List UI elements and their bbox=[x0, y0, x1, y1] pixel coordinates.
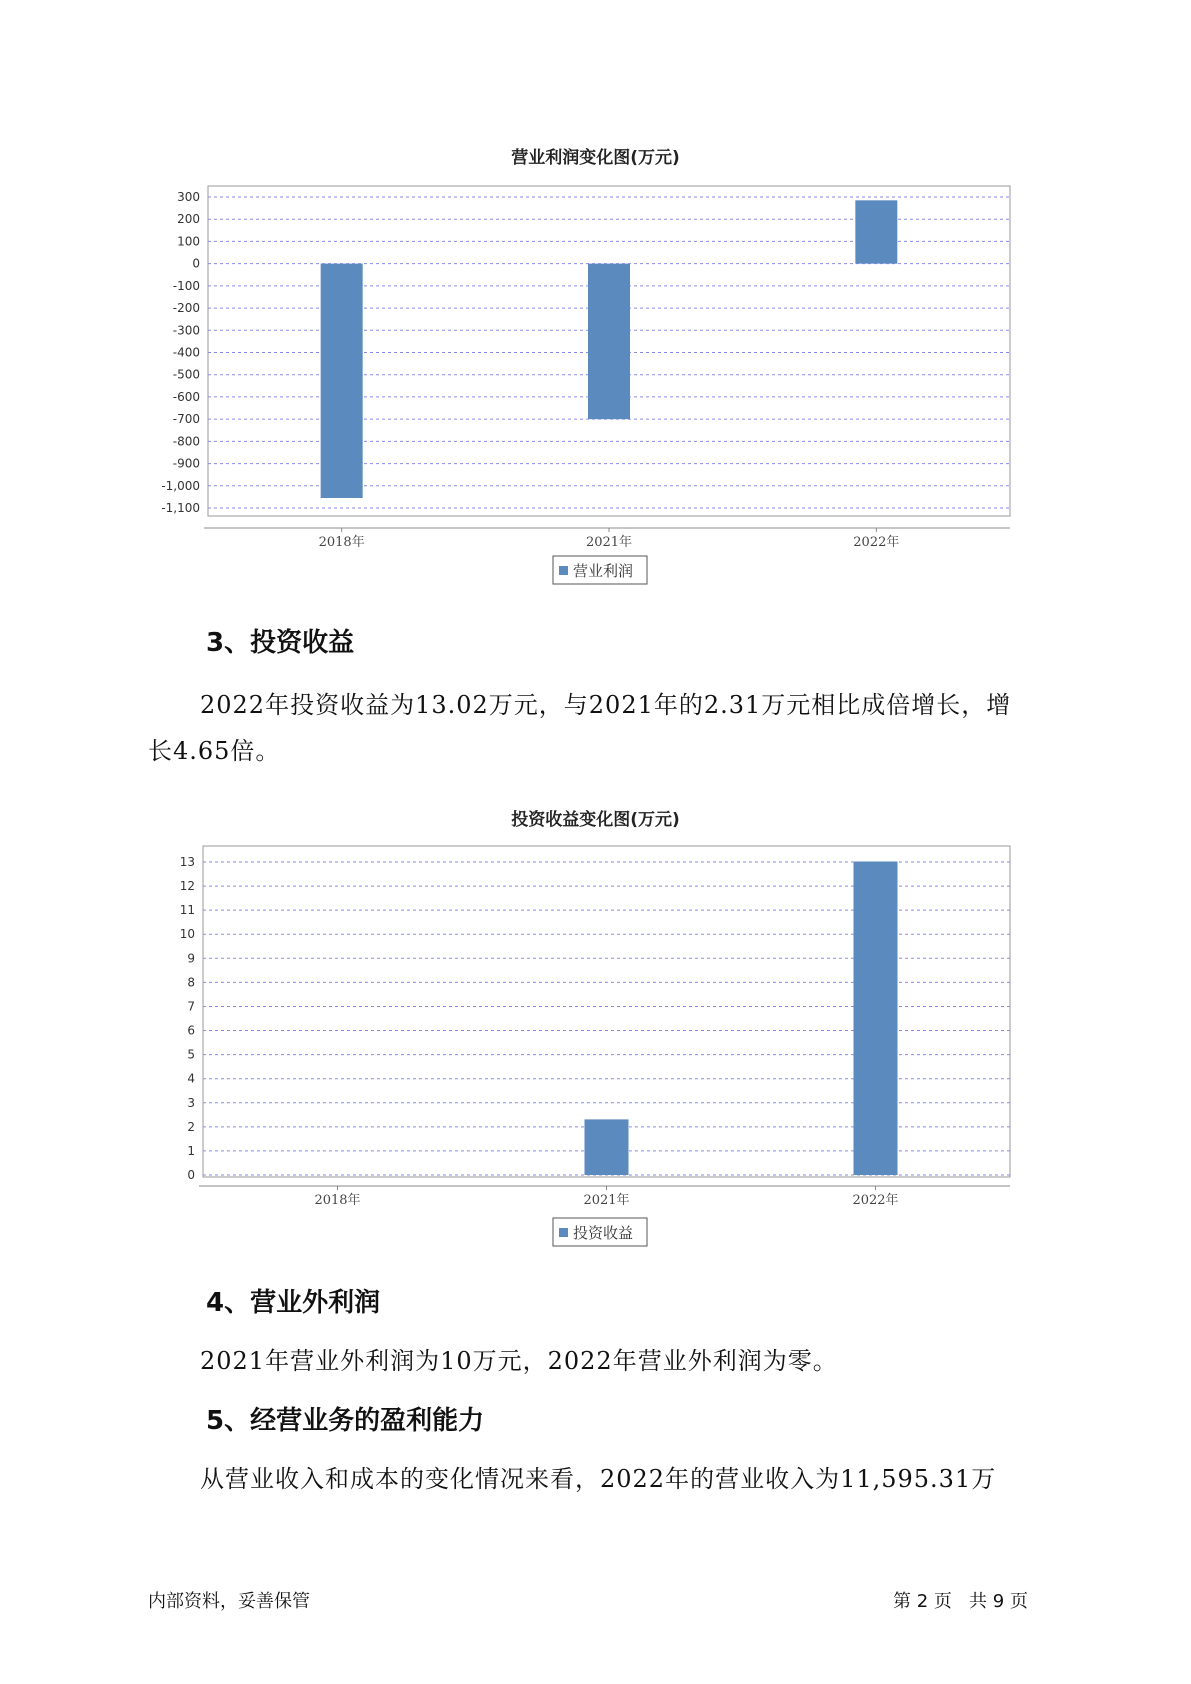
y-tick-label: -900 bbox=[172, 456, 200, 471]
y-tick-label: 11 bbox=[179, 903, 195, 918]
y-tick-label: -700 bbox=[172, 412, 200, 427]
legend-swatch bbox=[559, 1228, 568, 1237]
y-tick-label: 9 bbox=[187, 951, 195, 966]
y-tick-label: 0 bbox=[187, 1168, 195, 1182]
legend-label: 投资收益 bbox=[573, 1224, 634, 1242]
x-tick-label: 2021年 bbox=[585, 535, 633, 550]
y-tick-label: 12 bbox=[179, 879, 195, 894]
x-tick-label: 2021年 bbox=[583, 1193, 630, 1208]
y-tick-label: -400 bbox=[172, 345, 200, 360]
section5-paragraph: 从营业收入和成本的变化情况来看，2022年的营业收入为11,595.31万 bbox=[200, 1465, 997, 1493]
x-tick-label: 2018年 bbox=[314, 1193, 361, 1208]
y-tick-label: -1,000 bbox=[161, 478, 200, 493]
chart2-title: 投资收益变化图(万元) bbox=[511, 810, 680, 830]
y-tick-label: -200 bbox=[172, 301, 200, 316]
bar bbox=[854, 862, 898, 1175]
x-tick-label: 2018年 bbox=[318, 535, 365, 550]
y-tick-label: -500 bbox=[172, 367, 200, 382]
chart1-title: 营业利润变化图(万元) bbox=[511, 148, 680, 168]
footer-page-number: 第 2 页 共 9 页 bbox=[893, 1591, 1028, 1612]
y-tick-label: -100 bbox=[172, 278, 200, 293]
y-tick-label: -300 bbox=[172, 323, 200, 338]
x-tick-label: 2022年 bbox=[853, 535, 900, 550]
section3-heading: 3、投资收益 bbox=[206, 628, 355, 658]
y-tick-label: 3 bbox=[187, 1095, 195, 1110]
y-tick-label: 300 bbox=[177, 190, 200, 204]
section5-heading: 5、经营业务的盈利能力 bbox=[206, 1406, 485, 1436]
section3-paragraph-line2: 长4.65倍。 bbox=[148, 737, 281, 765]
footer-confidential-note: 内部资料，妥善保管 bbox=[148, 1591, 310, 1612]
section3-paragraph-line1: 2022年投资收益为13.02万元，与2021年的2.31万元相比成倍增长，增 bbox=[200, 691, 1012, 719]
section4-paragraph: 2021年营业外利润为10万元，2022年营业外利润为零。 bbox=[200, 1347, 838, 1375]
y-tick-label: 8 bbox=[187, 975, 195, 990]
y-tick-label: 4 bbox=[187, 1071, 195, 1086]
y-tick-label: -800 bbox=[172, 434, 200, 449]
y-tick-label: 10 bbox=[179, 927, 195, 942]
section4-heading: 4、营业外利润 bbox=[206, 1288, 381, 1318]
y-tick-label: 5 bbox=[187, 1047, 195, 1062]
y-tick-label: 2 bbox=[187, 1119, 195, 1134]
y-tick-label: 200 bbox=[177, 212, 200, 227]
y-tick-label: -600 bbox=[172, 389, 200, 404]
y-tick-label: 0 bbox=[192, 256, 200, 271]
y-tick-label: 7 bbox=[187, 999, 195, 1014]
x-tick-label: 2022年 bbox=[852, 1193, 899, 1208]
y-tick-label: 100 bbox=[177, 234, 200, 249]
legend-label: 营业利润 bbox=[573, 562, 634, 580]
y-tick-label: 1 bbox=[187, 1143, 195, 1158]
y-tick-label: 13 bbox=[179, 855, 195, 869]
y-tick-label: -1,100 bbox=[161, 501, 200, 515]
y-tick-label: 6 bbox=[187, 1023, 195, 1038]
bar bbox=[585, 1119, 629, 1175]
